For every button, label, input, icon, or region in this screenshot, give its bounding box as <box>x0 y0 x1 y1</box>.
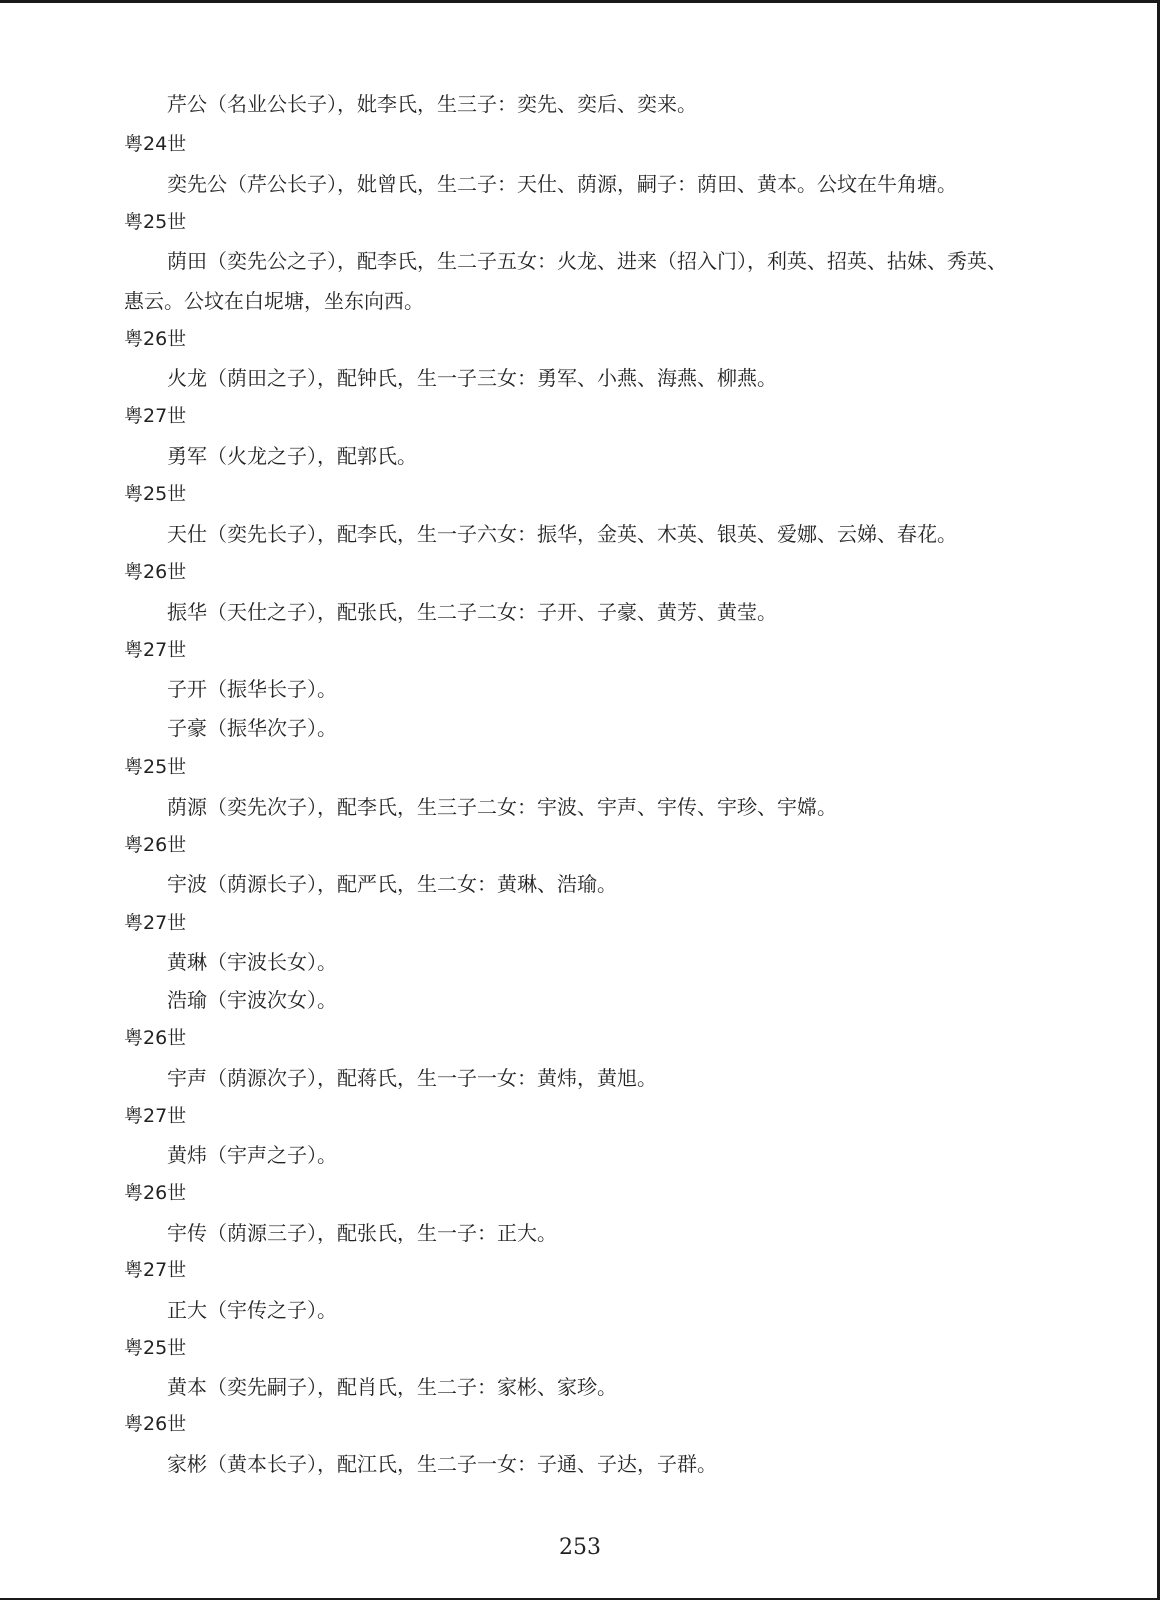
generation-heading: 粤27世 <box>124 639 187 661</box>
entry-line: 宇传（荫源三子），配张氏，生一子：正大。 <box>167 1221 557 1245</box>
entry-line: 天仕（奕先长子），配李氏，生一子六女：振华，金英、木英、银英、爱娜、云娣、春花。 <box>167 522 957 546</box>
generation-heading: 粤26世 <box>124 1027 187 1049</box>
entry-line: 黄琳（宇波长女）。 <box>167 950 337 974</box>
entry-line: 振华（天仕之子），配张氏，生二子二女：子开、子豪、黄芳、黄莹。 <box>167 600 777 624</box>
generation-heading: 粤27世 <box>124 1105 187 1127</box>
entry-line: 勇军（火龙之子），配郭氏。 <box>167 444 417 468</box>
generation-heading: 粤26世 <box>124 1413 187 1435</box>
generation-heading: 粤25世 <box>124 211 187 233</box>
entry-line: 奕先公（芹公长子），妣曾氏，生二子：天仕、荫源，嗣子：荫田、黄本。公坟在牛角塘。 <box>167 172 957 196</box>
entry-line: 宇声（荫源次子），配蒋氏，生一子一女：黄炜，黄旭。 <box>167 1066 657 1090</box>
page-number: 253 <box>559 1535 601 1560</box>
generation-heading: 粤25世 <box>124 756 187 778</box>
generation-heading: 粤26世 <box>124 328 187 350</box>
generation-heading: 粤25世 <box>124 1337 187 1359</box>
generation-heading: 粤27世 <box>124 405 187 427</box>
generation-heading: 粤24世 <box>124 133 187 155</box>
generation-heading: 粤26世 <box>124 1182 187 1204</box>
entry-line: 荫源（奕先次子），配李氏，生三子二女：宇波、宇声、宇传、宇珍、宇嫦。 <box>167 795 837 819</box>
entry-line: 正大（宇传之子）。 <box>167 1298 337 1322</box>
entry-line: 家彬（黄本长子），配江氏，生二子一女：子通、子达，子群。 <box>167 1452 717 1476</box>
entry-line: 火龙（荫田之子），配钟氏，生一子三女：勇军、小燕、海燕、柳燕。 <box>167 366 777 390</box>
entry-line: 黄炜（宇声之子）。 <box>167 1143 337 1167</box>
generation-heading: 粤27世 <box>124 1259 187 1281</box>
entry-line: 浩瑜（宇波次女）。 <box>167 988 337 1012</box>
generation-heading: 粤25世 <box>124 483 187 505</box>
entry-line-continuation: 惠云。公坟在白坭塘，坐东向西。 <box>124 289 424 313</box>
entry-line: 芹公（名业公长子），妣李氏，生三子：奕先、奕后、奕来。 <box>167 92 697 116</box>
generation-heading: 粤26世 <box>124 561 187 583</box>
generation-heading: 粤26世 <box>124 834 187 856</box>
generation-heading: 粤27世 <box>124 912 187 934</box>
entry-line: 子豪（振华次子）。 <box>167 716 337 740</box>
entry-line: 子开（振华长子）。 <box>167 677 337 701</box>
entry-line: 荫田（奕先公之子），配李氏，生二子五女：火龙、进来（招入门），利英、招英、拈妹、秀英、 <box>167 249 1007 273</box>
entry-line: 宇波（荫源长子），配严氏，生二女：黄琳、浩瑜。 <box>167 872 617 896</box>
entry-line: 黄本（奕先嗣子），配肖氏，生二子：家彬、家珍。 <box>167 1375 617 1399</box>
